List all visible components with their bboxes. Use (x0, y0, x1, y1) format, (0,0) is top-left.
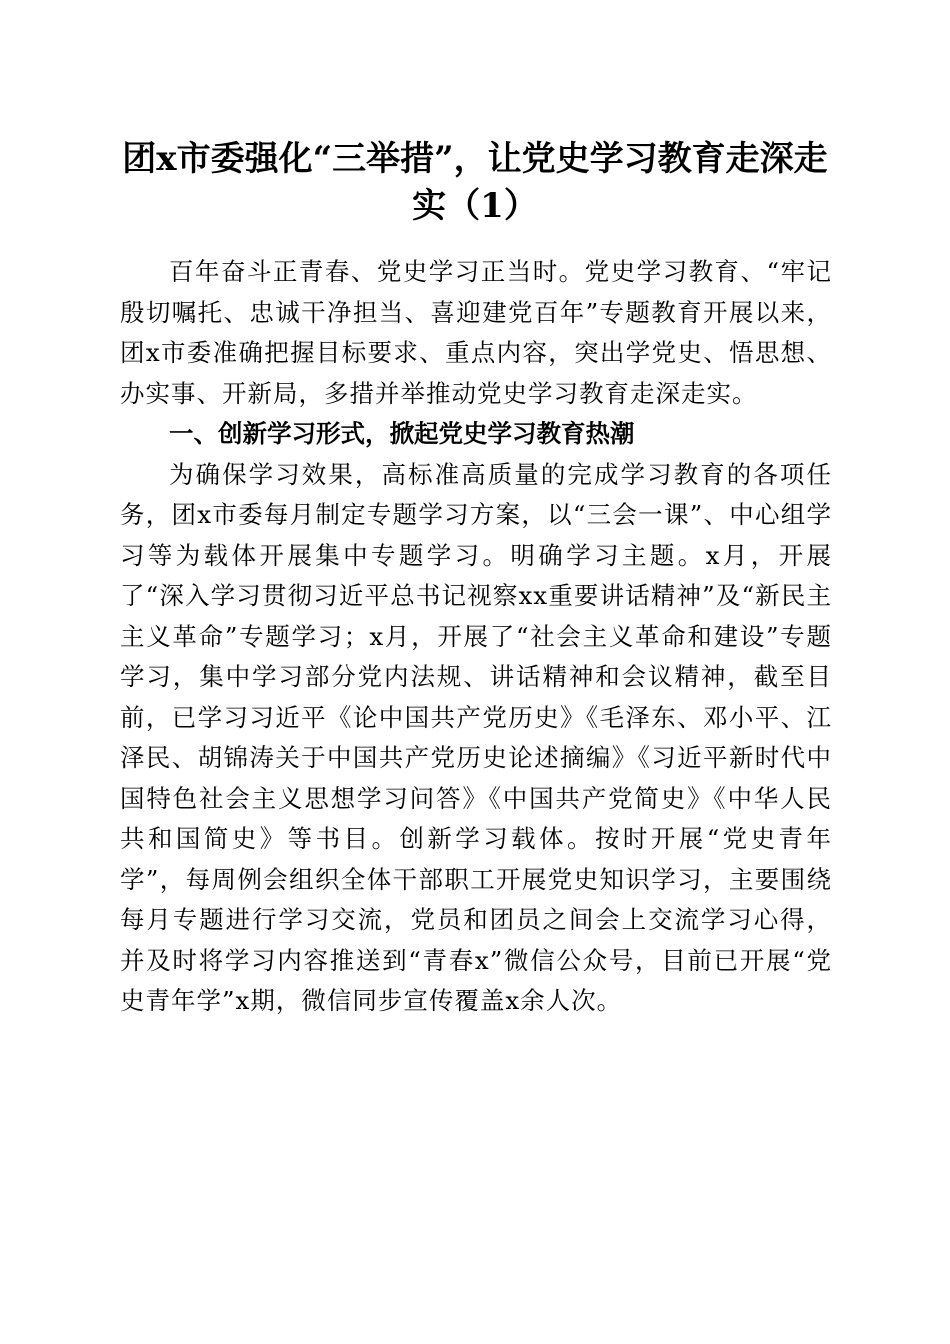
section-paragraph: 为确保学习效果，高标准高质量的完成学习教育的各项任务，团x市委每月制定专题学习方案，以“三会一课”、中心组学习等为载体开展集中专题学习。明确学习主题。x月，开展了“深入学习贯彻习近平总书记视察xx重要讲话精神”及“新民主主义革命”专题学习；x月，开展了“社会主义革命和建设”专题学习，集中学习部分党内法规、讲话精神和会议精神，截至目前，已学习习近平《论中国共产党历史》《毛泽东、邓小平、江泽民、胡锦涛关于中国共产党历史论述摘编》《习近平新时代中国特色社会主义思想学习问答》《中国共产党简史》《中华人民共和国简史》等书目。创新学习载体。按时开展“党史青年学”，每周例会组织全体干部职工开展党史知识学习，主要围绕每月专题进行学习交流，党员和团员之间会上交流学习心得，并及时将学习内容推送到“青春x”微信公众号，目前已开展“党史青年学”x期，微信同步宣传覆盖x余人次。 (120, 459, 832, 1015)
document-body (120, 252, 832, 1022)
intro-paragraph: 百年奋斗正青春、党史学习正当时。党史学习教育、“牢记殷切嘱托、忠诚干净担当、喜迎建党百年”专题教育开展以来，团x市委准确把握目标要求、重点内容，突出学党史、悟思想、办实事、开新局，多措并举推动党史学习教育走深走实。 (120, 257, 832, 408)
document-title: 团x市委强化“三举措”，让党史学习教育走深走实（1） (122, 139, 828, 226)
section-heading: 一、创新学习形式，掀起党史学习教育热潮 (169, 419, 635, 448)
